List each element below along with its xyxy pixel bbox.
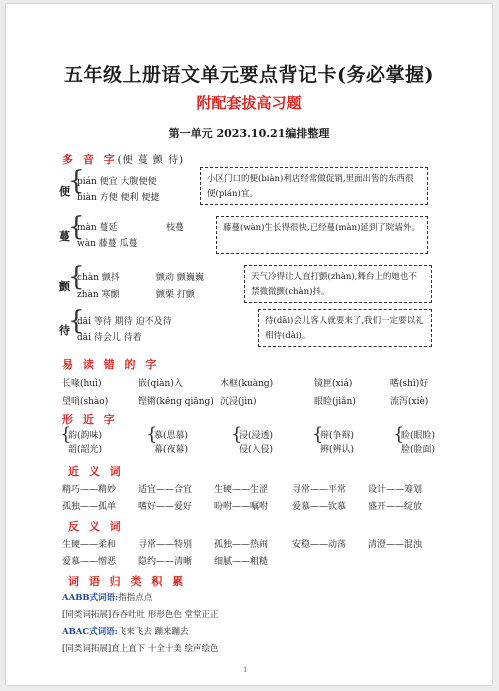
page-title: 五年级上册语文单元要点背记卡(务必掌握) xyxy=(64,64,434,86)
misread-item: 沉浸(jìn) xyxy=(220,397,257,407)
polyphone-extra: 颤栗 打颤 xyxy=(156,290,195,300)
antonym-pair: 细腻——粗糙 xyxy=(214,557,269,567)
word-groups-heading: 词 语 归 类 积 累 xyxy=(68,575,187,588)
similar-heading: 形 近 字 xyxy=(62,413,118,426)
misread-item: 流泻(xiè) xyxy=(390,397,429,407)
word-group-text: 吞吞吐吐 形形色色 堂堂正正 xyxy=(111,610,219,620)
synonym-pair: 精巧——精妙 xyxy=(62,485,117,495)
misread-heading: 易 读 错 的 字 xyxy=(62,358,160,371)
misread-item: 长喙(huì) xyxy=(62,379,102,389)
page-number: 1 xyxy=(243,666,248,674)
antonym-pair: 生硬——柔和 xyxy=(62,540,117,550)
page-subtitle: 附配套拔高习题 xyxy=(196,94,302,112)
polyphone-line: chàn 颤抖 xyxy=(77,273,120,283)
polyphone-line: màn 蔓延 xyxy=(77,223,118,233)
similar-item: 辨(辨认) xyxy=(320,445,355,455)
word-group-line xyxy=(62,642,219,654)
misread-item: 嗜(shì)好 xyxy=(390,379,429,389)
similar-item: 韶(韶光) xyxy=(68,445,103,455)
similar-item: 幕(夜幕) xyxy=(154,445,189,455)
polyphone-char: 蔓 xyxy=(59,230,70,243)
word-group-label: [同类词拓展] xyxy=(62,644,112,654)
polyphone-line: wàn 藤蔓 瓜蔓 xyxy=(77,239,138,249)
synonym-pair: 设计——筹划 xyxy=(368,485,423,495)
polyphone-char: 待 xyxy=(59,324,70,337)
antonym-pair: 寻常——特别 xyxy=(138,540,193,550)
brace: { xyxy=(312,424,324,445)
synonym-pair: 盛开——绽放 xyxy=(368,502,423,512)
misread-item: 镜匣(xiá) xyxy=(314,379,353,389)
polyphone-extra: 枝蔓 xyxy=(166,223,185,233)
similar-item: 侵(入侵) xyxy=(239,445,274,455)
polyphone-line: zhàn 寒颤 xyxy=(77,290,120,300)
document-page xyxy=(6,4,492,685)
polyphones-heading-paren: (便 蔓 颤 待) xyxy=(117,155,185,166)
word-group-label: AABB式词语: xyxy=(62,593,119,603)
similar-item: 脸(脸面) xyxy=(401,445,436,455)
polyphone-char: 颤 xyxy=(59,280,70,293)
polyphone-line: pián 便宜 大腹便便 xyxy=(77,177,157,187)
misread-item: 眼睑(jiǎn) xyxy=(314,397,356,407)
unit-line: 第一单元 2023.10.21编排整理 xyxy=(168,127,330,140)
brace: { xyxy=(68,262,85,292)
word-group-label: [同类词拓展] xyxy=(62,610,112,620)
synonym-pair: 爱慕——钦慕 xyxy=(292,502,347,512)
synonym-pair: 嗜好——爱好 xyxy=(138,502,193,512)
polyphone-line: dāi 待会儿 待着 xyxy=(77,333,142,343)
synonym-pair: 吩咐——嘱咐 xyxy=(214,502,269,512)
similar-item: 浸(浸透) xyxy=(239,431,274,441)
polyphone-note-box: 待(dāi)会儿客人就要来了,我们一定要以礼相待(dài)。 xyxy=(258,309,432,347)
synonym-pair: 寻常——平常 xyxy=(292,485,347,495)
misread-item: 望哨(shào) xyxy=(62,397,109,407)
similar-item: 慕(思慕) xyxy=(154,431,189,441)
antonym-pair: 清澄——混浊 xyxy=(368,540,423,550)
word-group-text: 直上直下 十全十美 绘声绘色 xyxy=(111,644,219,654)
polyphone-note-box: 天气冷得让人直打颤(zhàn),舞台上的她也不禁微微颤(chàn)抖。 xyxy=(244,265,432,303)
antonym-pair: 孤独——热闹 xyxy=(214,540,269,550)
word-group-line xyxy=(62,625,188,637)
word-group-text: 指指点点 xyxy=(118,593,153,603)
brace: { xyxy=(393,424,405,445)
antonym-pair: 安稳——动荡 xyxy=(292,540,347,550)
synonym-pair: 适宜——合宜 xyxy=(138,485,193,495)
brace: { xyxy=(68,212,85,242)
brace: { xyxy=(146,424,158,445)
synonyms-heading: 近 义 词 xyxy=(68,465,124,478)
polyphone-line: dāi 等待 期待 迫不及待 xyxy=(77,317,172,327)
polyphone-note-box: 藤蔓(wàn)生长得很快,已经蔓(màn)延到了院墙外。 xyxy=(216,216,428,254)
brace: { xyxy=(68,306,85,336)
polyphones-heading: 多 音 字(便 蔓 颤 待) xyxy=(62,153,185,166)
misread-item: 嵌(qiàn)入 xyxy=(138,379,183,389)
polyphone-char: 便 xyxy=(59,185,70,198)
brace: { xyxy=(60,424,72,445)
similar-item: 辩(争辩) xyxy=(320,431,355,441)
polyphone-extra: 颤动 颤巍巍 xyxy=(156,273,204,283)
synonym-pair: 生硬——生涩 xyxy=(214,485,269,495)
antonym-pair: 爱慕——憎恶 xyxy=(62,557,117,567)
synonym-pair: 孤独——孤单 xyxy=(62,502,117,512)
polyphone-note-box: 小区门口的便(biàn)利店经常做促销,里面出售的东西很便(pián)宜。 xyxy=(200,167,428,205)
polyphone-line: biàn 方便 便利 便捷 xyxy=(77,193,160,203)
similar-item: 韵(韵味) xyxy=(68,431,103,441)
similar-item: 睑(眼睑) xyxy=(401,431,436,441)
brace: { xyxy=(68,166,85,196)
antonym-pair: 隐约——清晰 xyxy=(138,557,193,567)
antonyms-heading: 反 义 词 xyxy=(68,520,124,533)
misread-item: 木框(kuàng) xyxy=(220,379,274,389)
brace: { xyxy=(231,424,243,445)
word-group-text: 飞来飞去 蹦来蹦去 xyxy=(117,627,189,637)
word-group-line xyxy=(62,591,152,603)
misread-item: 铿锵(kēng qiāng) xyxy=(138,397,214,407)
word-group-label: ABAC式词语: xyxy=(62,627,118,637)
word-group-line xyxy=(62,608,219,620)
